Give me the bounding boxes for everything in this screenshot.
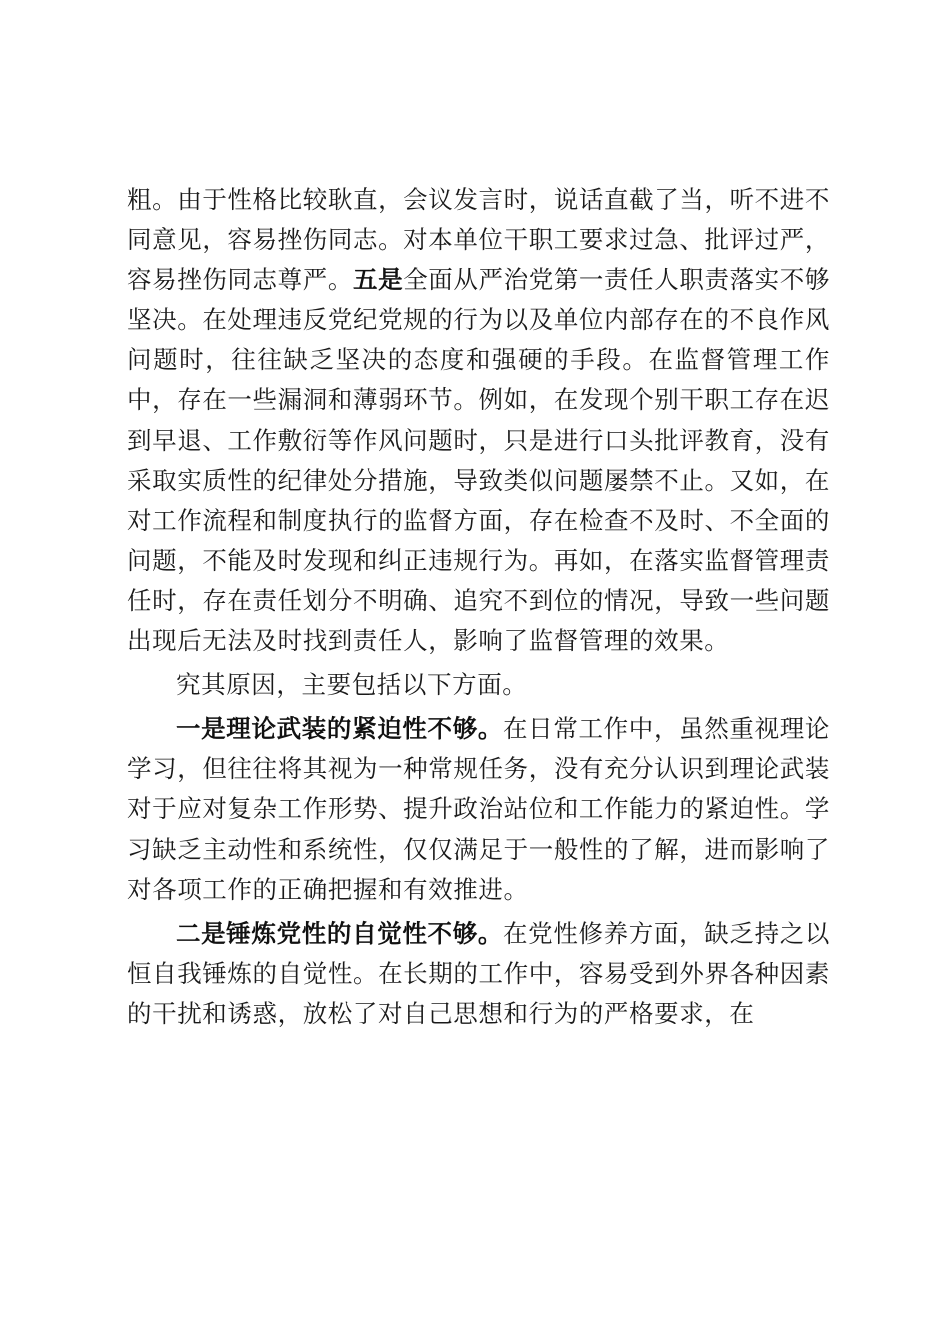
paragraph-cause-one [127,709,830,909]
document-body [127,180,830,1034]
paragraph-causes-intro [127,665,830,705]
text-segment: 在日常工作中，虽然重视理论学习，但往往将其视为一种常规任务，没有充分认识到理论武装对于应对复杂工作形势、提升政治站位和工作能力的紧迫性。学习缺乏主动性和系统性，仅仅满足于一般性的了解，进而影响了对各项工作的正确把握和有效推进。 [127,714,830,904]
text-segment: 在党性修养方面，缺乏持之以恒自我锤炼的自觉性。在长期的工作中，容易受到外界各种因素的干扰和诱惑，放松了对自己思想和行为的严格要求，在 [127,918,830,1028]
text-segment: 全面从严治党第一责任人职责落实不够坚决。在处理违反党纪党规的行为以及单位内部存在的不良作风问题时，往往缺乏坚决的态度和强硬的手段。在监督管理工作中，存在一些漏洞和薄弱环节。例如，在发现个别干职工存在迟到早退、工作敷衍等作风问题时，只是进行口头批评教育，没有采取实质性的纪律处分措施，导致类似问题屡禁不止。又如，在对工作流程和制度执行的监督方面，存在检查不及时、不全面的问题，不能及时发现和纠正违规行为。再如，在落实监督管理责任时，存在责任划分不明确、追究不到位的情况，导致一些问题出现后无法及时找到责任人，影响了监督管理的效果。 [127,265,830,656]
bold-heading-two: 二是锤炼党性的自觉性不够。 [176,918,504,948]
bold-lead-five: 五是 [352,265,404,295]
paragraph-continuation [127,180,830,661]
paragraph-cause-two [127,914,830,1034]
bold-heading-one: 一是理论武装的紧迫性不够。 [176,714,504,744]
text-segment: 粗。由于性格比较耿直，会议发言时，说话直截了当，听不进不同意见，容易挫伤同志。对本单位干职工要求过急、批评过严，容易挫伤同志尊严。 [127,185,830,295]
text-segment: 究其原因，主要包括以下方面。 [176,670,528,700]
